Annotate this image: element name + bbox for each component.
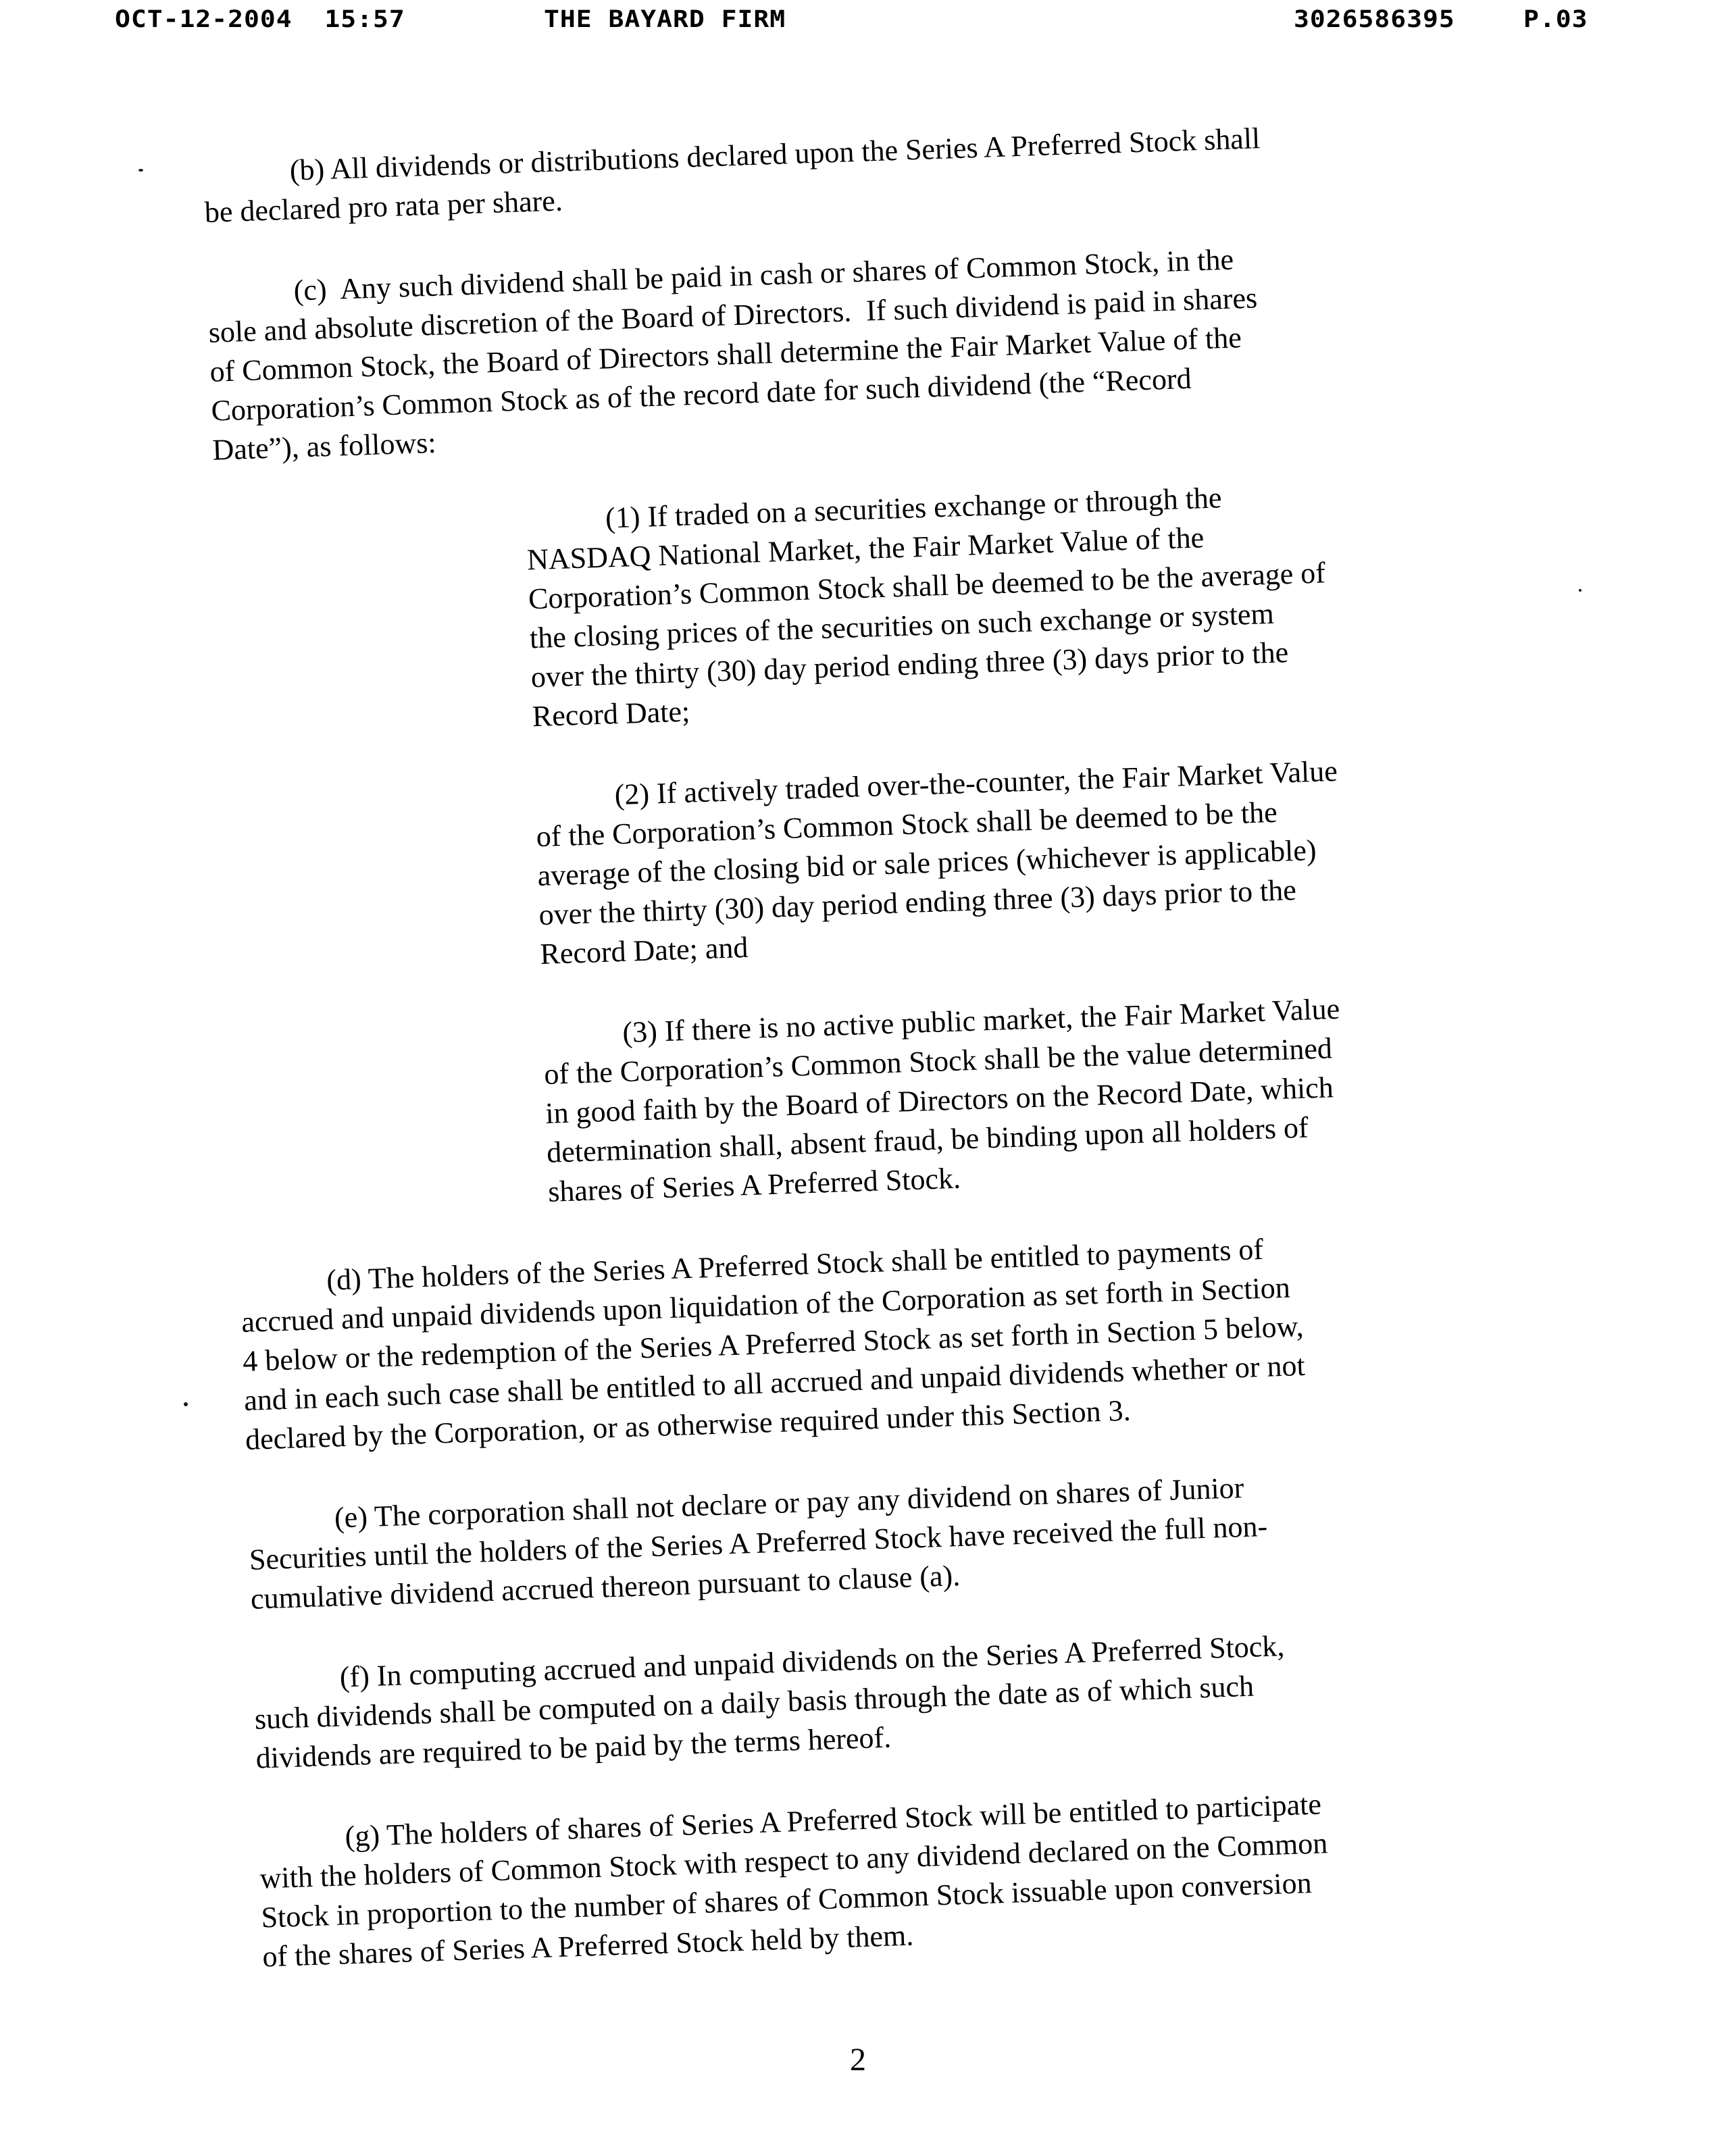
page-number: 2 (850, 2042, 866, 2078)
paragraph-e: (e) The corporation shall not declare or pay any dividend on shares of Junior Securities until the holders of the Series A Preferred Stock have received the full non- cumulative dividend accrued thereon pursuant to clause (a). (249, 1471, 1268, 1616)
fax-header-page-code: P.03 (1523, 5, 1588, 33)
scan-speck (184, 1402, 188, 1406)
paragraph-f: (f) In computing accrued and unpaid dividends on the Series A Preferred Stock, such dividends shall be computed on a daily basis through the date as of which such dividends are required to be paid by the terms hereof. (254, 1629, 1285, 1775)
scan-speck (138, 169, 143, 172)
paragraph-c: (c) Any such dividend shall be paid in cash or shares of Common Stock, in the sole and absolute discretion of the Board of Directors. If such dividend is paid in shares of Common Stock, the Board of Directors shall determine the Fair Market Value of the Corporation’s Common Stock as of the record date for such dividend (the “Record Date”), as follows: (207, 242, 1258, 467)
scan-speck (1579, 589, 1582, 592)
document-body (203, 108, 1647, 1976)
fax-header-fax-number: 3026586395 (1294, 5, 1455, 33)
subparagraph-1: (1) If traded on a securities exchange or through the NASDAQ National Market, the Fair Market Value of the Corporation’s Common Stock shall be deemed to be the average of the closing prices of the securities on such exchange or system over the thirty (30) day period ending three (3) days prior to the Record Date; (526, 481, 1326, 734)
paragraph-g: (g) The holders of shares of Series A Preferred Stock will be entitled to participate with the holders of Common Stock with respect to any dividend declared on the Common Stock in proportion to the number of shares of Common Stock issuable upon conversion of the shares of Series A Preferred Stock held by them. (259, 1787, 1328, 1974)
fax-header-datetime: OCT-12-2004 15:57 (115, 5, 405, 33)
fax-header-sender: THE BAYARD FIRM (544, 5, 786, 33)
paragraph-b: (b) All dividends or distributions declared upon the Series A Preferred Stock shall be declared pro rata per share. (204, 122, 1261, 229)
subparagraph-3: (3) If there is no active public market, the Fair Market Value of the Corporation’s Common Stock shall be the value determined in good faith by the Board of Directors on the Record Date, which determination shall, absent fraud, be binding upon all holders of shares of Series A Preferred Stock. (543, 992, 1340, 1208)
paragraph-d: (d) The holders of the Series A Preferred Stock shall be entitled to payments of accrued and unpaid dividends upon liquidation of the Corporation as set forth in Section 4 below or the redemption of the Series A Preferred Stock as set forth in Section 5 below, and in each such case shall be entitled to all accrued and unpaid dividends whether or not declared by the Corporation, or as otherwise required under this Section 3. (241, 1232, 1306, 1456)
subparagraph-2: (2) If actively traded over-the-counter, the Fair Market Value of the Corporation’s Common Stock shall be deemed to be the average of the closing bid or sale prices (whichever is applicable) over the thirty (30) day period ending three (3) days prior to the Record Date; and (535, 754, 1338, 971)
